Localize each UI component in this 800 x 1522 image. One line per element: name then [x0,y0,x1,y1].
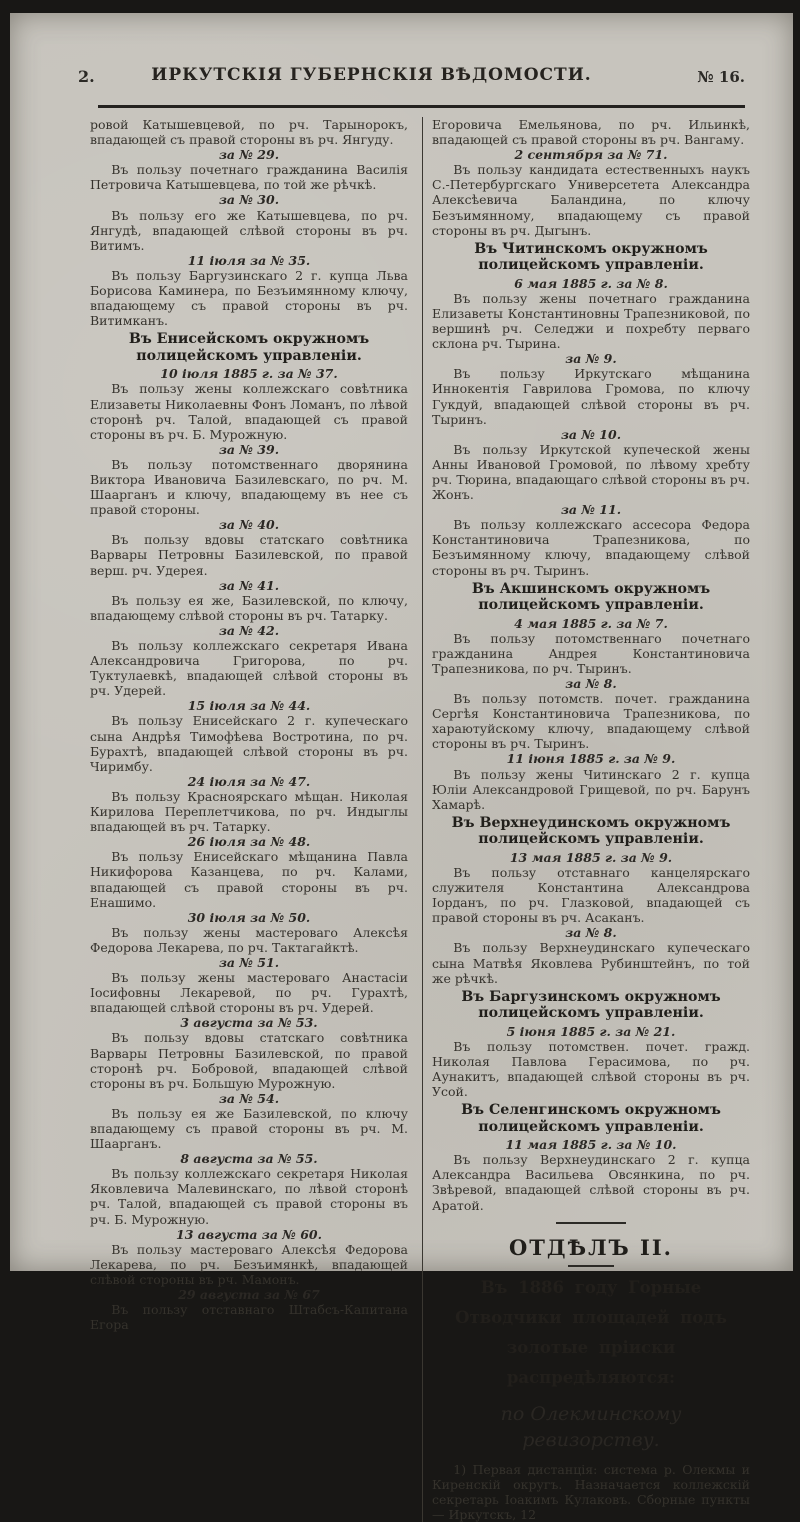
notice-paragraph: Въ пользу потомственнаго дворянина Виктора Ивановича Базилевскаго, по рч. М. Шаарганъ и ключу, впадающему въ нее съ правой стороны. [90,456,408,518]
notice-paragraph: Въ пользу жены мастероваго Алексѣя Федорова Лекарева, по рч. Тактагайктѣ. [90,924,408,955]
section-divider-rule [556,1222,626,1224]
case-date-number-line: за № 40. [218,517,280,533]
police-office-heading: Въ Баргузинскомъ окружномъ полицейскомъ управленіи. [461,988,721,1022]
case-date-number-line: за № 41. [218,577,280,593]
notice-paragraph: Въ пользу потомственнаго почетнаго гражданина Андрея Константиновича Трапезникова, по рч. Тыринъ. [432,630,750,676]
notice-paragraph: Въ пользу жены Читинскаго 2 г. купца Юліи Александровой Грищевой, по рч. Барунъ Хамарѣ. [432,766,750,812]
police-office-heading: Въ Селенгинскомъ окружномъ полицейскомъ управленіи. [461,1102,721,1135]
case-date-number-line: 13 августа за № 60. [176,1226,322,1242]
police-office-heading: Въ Акшинскомъ окружномъ полицейскомъ управленіи. [471,580,711,614]
notice-paragraph: Въ пользу почетнаго гражданина Василія Петровича Катышевцева, по той же рѣчкѣ. [90,162,408,193]
case-date-number-line: за № 8. [565,676,617,691]
case-date-number-line: 15 іюля за № 44. [187,698,311,714]
notice-paragraph: Въ пользу жены почетнаго гражданина Елизаветы Константиновны Трапезниковой, по вершинѣ рч. Селеджи и похребту перваго склона рч. Тырина. [432,290,750,352]
case-date-number-line: 6 мая 1885 г. за № 8. [514,275,668,291]
notice-paragraph: Въ пользу ея же Базилевской, по ключу впадающему съ правой стороны въ рч. М. Шаарганъ. [90,1105,408,1152]
notice-paragraph: Въ пользу Верхнеудинскаго купеческаго сына Матвѣя Яковлева Рубинштейнъ, по той же рѣчкѣ. [432,940,750,986]
notice-paragraph: Въ пользу Иркутской купеческой жены Анны Ивановой Громовой, по лѣвому хребту рч. Тюрина, впадающаго слѣвой стороны въ рч. Жонъ. [432,441,750,503]
announcement-display-text: Въ 1886 году Горные Отводчики площадей подъ золотые пріиски распредѣляются: [455,1277,727,1387]
section-title: ОТДѢЛЪ II. [508,1234,673,1260]
notice-paragraph: Въ пользу мастероваго Алексѣя Федорова Лекарева, по рч. Безъимянкѣ, впадающей слѣвой стороны въ рч. Мамонъ. [90,1241,408,1287]
notice-paragraph: Въ пользу коллежскаго секретаря Ивана Александровича Григорова, по рч. Туктулаевкѣ, впадающей слѣвой стороны въ рч. Удерей. [90,638,408,699]
revisor-district-title: по Олекминскому ревизорству. [500,1402,682,1451]
case-date-number-line: 2 сентября за № 71. [514,147,668,163]
case-date-number-line: за № 39. [218,441,280,457]
case-date-number-line: 11 іюня 1885 г. за № 9. [506,751,676,767]
case-date-number-line: за № 11. [560,502,622,518]
case-date-number-line: 11 іюля за № 35. [187,252,311,268]
notice-paragraph-continued: ровой Катышевцевой, по рч. Тарынорокъ, впадающей съ правой стороны въ рч. Янгуду. [90,117,408,148]
notice-paragraph: Въ пользу жены мастероваго Анастасіи Іосифовны Лекаревой, по рч. Гурахтѣ, впадающей слѣвой стороны въ рч. Удерей. [90,970,408,1016]
left-text-column [90,117,408,1522]
case-date-number-line: 8 августа за № 55. [180,1151,318,1167]
case-date-number-line: 30 іюля за № 50. [187,909,311,925]
notice-paragraph: Въ пользу Верхнеудинскаго 2 г. купца Александра Васильева Овсянкина, по рч. Звѣревой, впадающей слѣвой стороны въ рч. Аратой. [432,1152,750,1213]
masthead-divider-rule [98,105,745,108]
section-title-underline-rule [568,1265,614,1267]
notice-paragraph: Въ пользу Красноярскаго мѣщан. Николая Кирилова Переплетчикова, по рч. Индыглы впадающей въ рч. Татарку. [90,788,408,835]
notice-paragraph: Въ пользу его же Катышевцева, по рч. Янгудѣ, впадающей слѣвой стороны въ рч. Витимъ. [90,207,408,253]
notice-paragraph: 1) Первая дистанція: система р. Олекмы и Киренскій округъ. Назначается коллежскій секретарь Іоакимъ Кулаковъ. Сборные пункты — Иркутскъ, 12 [432,1461,750,1522]
case-date-number-line: за № 42. [218,622,280,638]
notice-paragraph: Въ пользу вдовы статскаго совѣтника Варвары Петровны Базилевской, по правой сторонѣ рч. Бобровой, впадающей слѣвой стороны въ рч. Большую Мурожную. [90,1030,408,1091]
case-date-number-line: за № 29. [218,147,280,163]
case-date-number-line: за № 10. [560,426,622,442]
case-date-number-line: 24 іюля за № 47. [187,773,311,789]
notice-paragraph: Въ пользу Енисейскаго мѣщанина Павла Никифорова Казанцева, по рч. Калами, впадающей съ правой стороны въ рч. Енашимо. [90,849,408,910]
case-date-number-line: 13 мая 1885 г. за № 9. [509,849,673,865]
notice-paragraph: Въ пользу коллежскаго ассесора Федора Константиновича Трапезникова, по Безъимянному ключу, впадающему слѣвой стороны въ рч. Тыринъ. [432,517,750,578]
issue-number: № 16. [697,68,745,86]
notice-paragraph-continued: Егоровича Емельянова, по рч. Ильинкѣ, впадающей съ правой стороны въ рч. Вангаму. [432,117,750,148]
case-date-number-line: за № 30. [218,192,280,208]
notice-paragraph: Въ пользу вдовы статскаго совѣтника Варвары Петровны Базилевской, по правой верш. рч. Удерея. [90,532,408,578]
case-date-number-line: за № 51. [218,954,280,970]
case-date-number-line: 3 августа за № 53. [180,1015,318,1031]
case-date-number-line: 26 іюля за № 48. [187,834,311,850]
notice-paragraph: Въ пользу жены коллежскаго совѣтника Елизаветы Николаевны Фонъ Ломанъ, по лѣвой сторонѣ рч. Талой, впадающей съ правой стороны въ рч. Б. Мурожную. [90,381,408,442]
notice-paragraph: Въ пользу Енисейскаго 2 г. купеческаго сына Андрѣя Тимофѣева Востротина, по рч. Бурахтѣ, впадающей слѣвой стороны въ рч. Чиримбу. [90,713,408,774]
police-office-heading: Въ Читинскомъ окружномъ полицейскомъ управленіи. [474,240,708,274]
notice-paragraph: Въ пользу потомств. почет. гражданина Сергѣя Константиновича Трапезникова, по хараютуйскому ключу, впадающему слѣвой стороны въ рч. Тыринъ. [432,691,750,752]
two-column-text-area [10,117,793,1522]
notice-paragraph: Въ пользу ея же, Базилевской, по ключу, впадающему слѣвой стороны въ рч. Татарку. [90,592,408,623]
notice-paragraph: Въ пользу потомствен. почет. гражд. Николая Павлова Герасимова, по рч. Аунакитъ, впадающей слѣвой стороны въ рч. Усой. [432,1038,750,1100]
notice-paragraph: Въ пользу Иркутскаго мѣщанина Иннокентія Гаврилова Громова, по ключу Гукдуй, впадающей слѣвой стороны въ рч. Тыринъ. [432,366,750,427]
case-date-number-line: 11 мая 1885 г. за № 10. [505,1137,677,1153]
notice-paragraph: Въ пользу кандидата естественныхъ наукъ С.-Петербургскаго Универсетета Александра Алексѣевича Баландина, по ключу Безъимянному, впадающему съ правой стороны въ рч. Дыгынъ. [432,162,750,238]
case-date-number-line: 5 іюня 1885 г. за № 21. [506,1023,676,1039]
notice-paragraph: Въ пользу коллежскаго секретаря Николая Яковлевича Малевинскаго, по лѣвой сторонѣ рч. Талой, впадающей съ правой стороны въ рч. Б. Мурожную. [90,1166,408,1227]
notice-paragraph: Въ пользу отставнаго канцелярскаго служителя Константина Александрова Іорданъ, по рч. Глазковой, впадающей съ правой стороны въ рч. Асаканъ. [432,864,750,926]
column-divider-rule [422,117,423,1522]
police-office-heading: Въ Енисейскомъ окружномъ полицейскомъ управленіи. [128,331,370,364]
case-date-number-line: за № 9. [565,351,617,367]
page-header [10,61,793,105]
case-date-number-line: 10 іюля 1885 г. за № 37. [160,366,338,382]
case-date-number-line: 29 августа за № 67 [178,1287,320,1303]
page-number: 2. [78,67,95,86]
notice-paragraph: Въ пользу Баргузинскаго 2 г. купца Льва Борисова Каминера, по Безъимянному ключу, впадающему съ правой стороны въ рч. Витимканъ. [90,267,408,329]
newspaper-masthead-title: ИРКУТСКІЯ ГУБЕРНСКІЯ ВѢДОМОСТИ. [151,65,592,85]
right-text-column [432,117,750,1522]
notice-paragraph: Въ пользу отставнаго Штабсъ-Капитана Егора [90,1302,408,1333]
case-date-number-line: за № 54. [218,1090,280,1106]
newspaper-paper-sheet [10,13,793,1522]
case-date-number-line: за № 8. [565,925,617,941]
case-date-number-line: 4 мая 1885 г. за № 7. [514,615,668,631]
police-office-heading: Въ Верхнеудинскомъ окружномъ полицейскомъ управленіи. [451,814,731,848]
